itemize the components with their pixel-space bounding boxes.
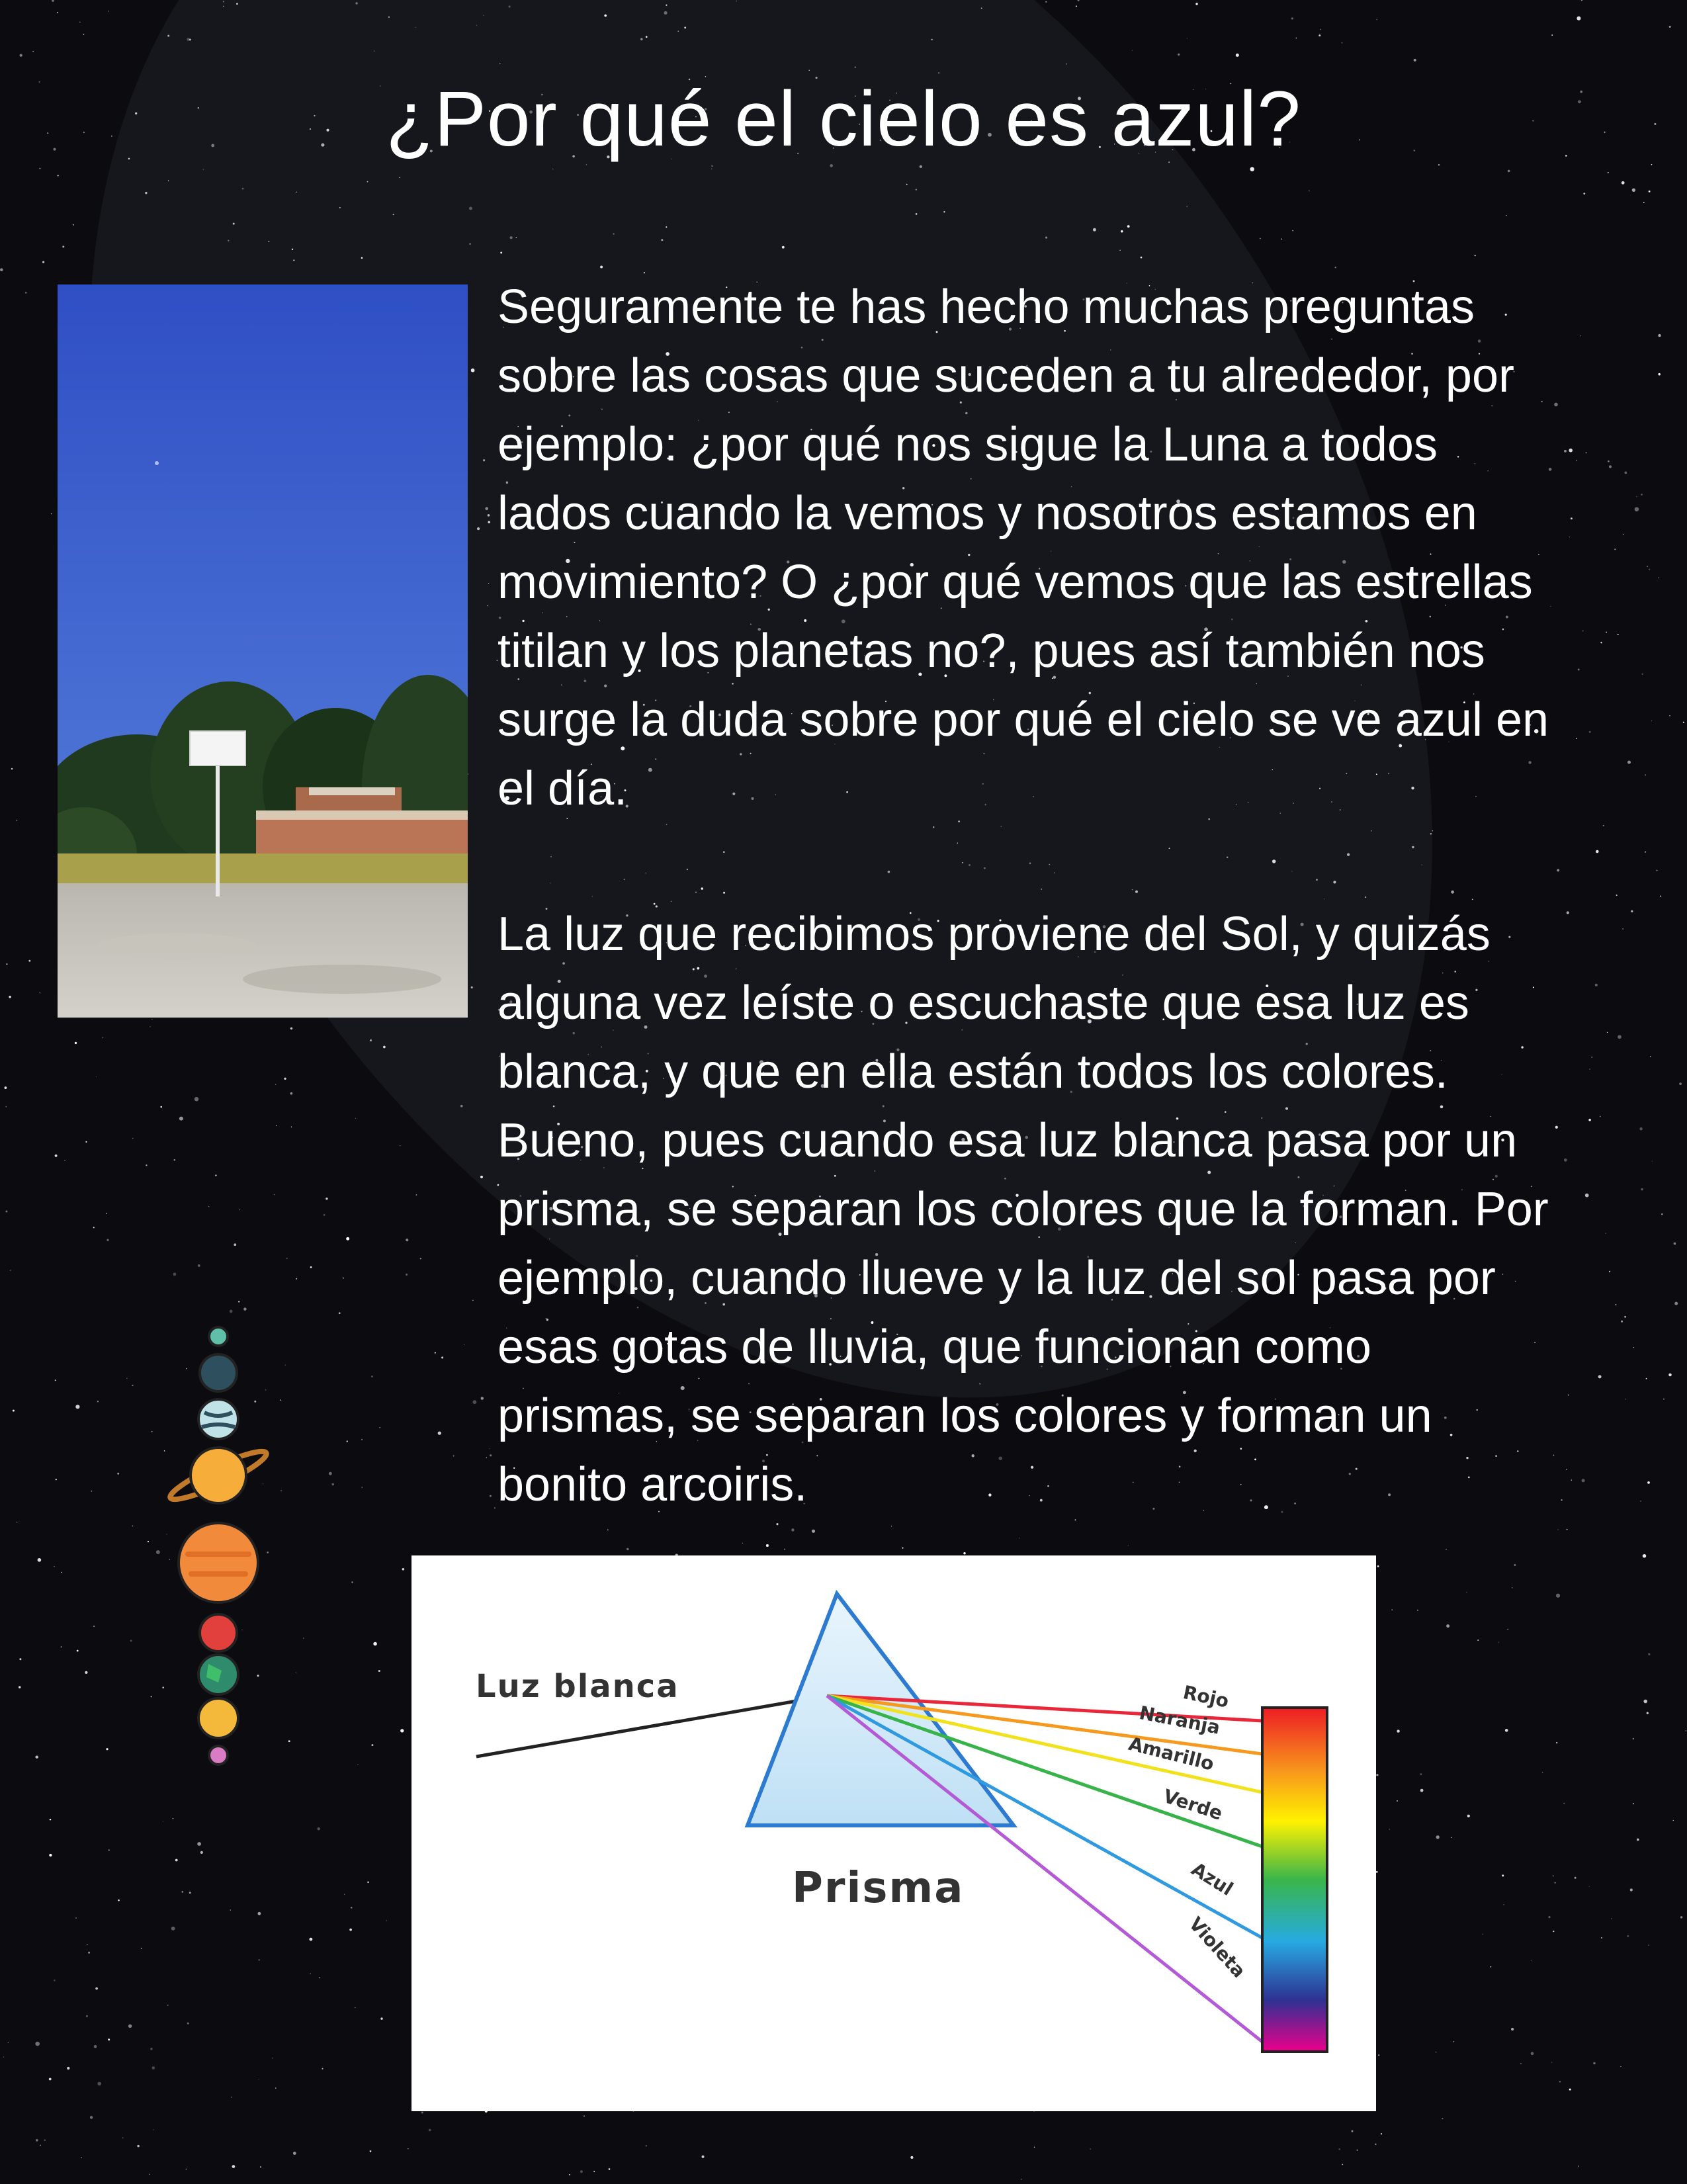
text-line: sobre las cosas que suceden a tu alrededor, por — [497, 349, 1514, 402]
text-line: movimiento? O ¿por qué vemos que las estrellas — [497, 556, 1533, 609]
text-line: ejemplo, cuando llueve y la luz del sol pasa por — [497, 1252, 1496, 1305]
text-line: prismas, se separan los colores y forman un — [497, 1389, 1432, 1442]
white-light-label: Luz blanca — [476, 1668, 679, 1705]
text-line: blanca, y que en ella están todos los colores. — [497, 1045, 1448, 1098]
prism-diagram — [411, 1555, 1376, 2111]
basketball-court-photo — [58, 284, 468, 1018]
page-title: ¿Por qué el cielo es azul? — [386, 75, 1301, 163]
prism-label: Prisma — [792, 1864, 965, 1913]
text-line: La luz que recibimos proviene del Sol, y quizás — [497, 908, 1491, 961]
color-label-amarillo: Amarillo — [1126, 1732, 1217, 1775]
color-label-naranja: Naranja — [1137, 1701, 1222, 1739]
text-line: el día. — [497, 762, 628, 815]
color-label-violeta: Violeta — [1184, 1913, 1250, 1982]
text-line: esas gotas de lluvia, que funcionan como — [497, 1321, 1371, 1374]
color-label-verde: Verde — [1160, 1784, 1226, 1825]
explanation-paragraph — [497, 900, 1675, 1519]
text-line: Seguramente te has hecho muchas preguntas — [497, 281, 1475, 333]
text-line: lados cuando la vemos y nosotros estamos en — [497, 487, 1477, 540]
color-label-azul: Azul — [1188, 1858, 1237, 1900]
text-line: surge la duda sobre por qué el cielo se ve azul en — [497, 693, 1549, 746]
color-label-rojo: Rojo — [1181, 1681, 1231, 1712]
prism-triangle — [748, 1594, 1014, 1825]
text-line: alguna vez leíste o escuchaste que esa luz es — [497, 977, 1469, 1029]
text-line: titilan y los planetas no?, pues así también nos — [497, 625, 1485, 677]
text-line: ejemplo: ¿por qué nos sigue la Luna a todos — [497, 418, 1438, 471]
intro-paragraph — [497, 273, 1675, 823]
text-line: Bueno, pues cuando esa luz blanca pasa por un — [497, 1114, 1518, 1167]
spectrum-bar — [1262, 1708, 1327, 2052]
text-line: prisma, se separan los colores que la forman. Por — [497, 1183, 1549, 1236]
solar-system-planets-icon — [162, 1313, 275, 1790]
text-line: bonito arcoiris. — [497, 1458, 808, 1511]
